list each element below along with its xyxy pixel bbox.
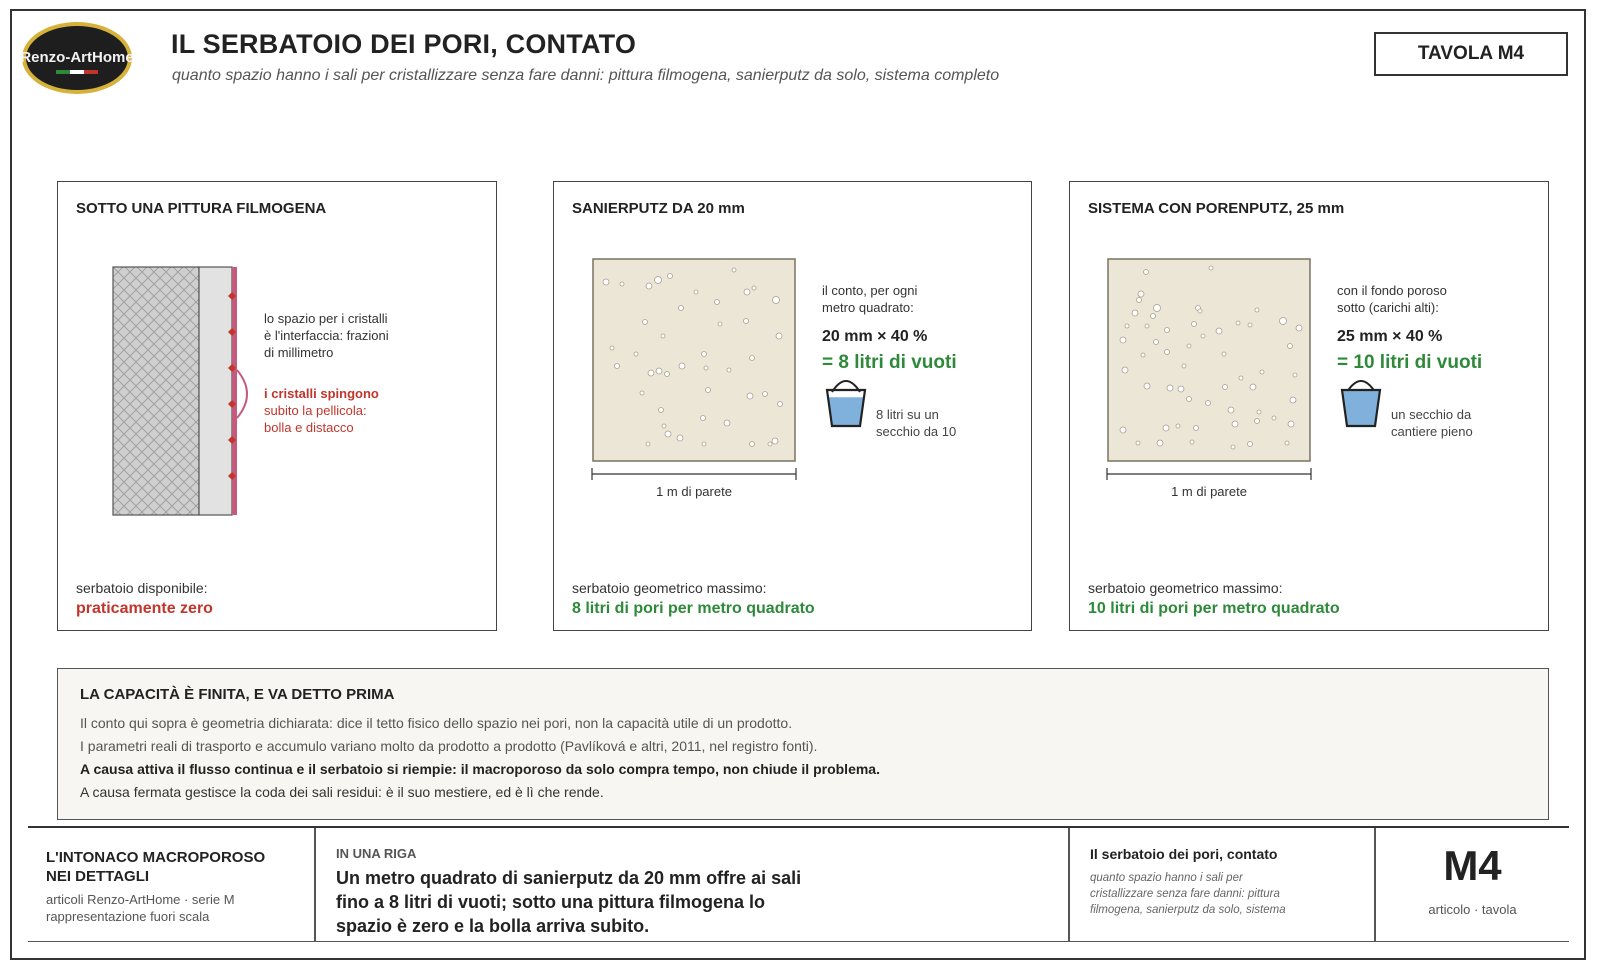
masonry-layer	[113, 267, 199, 515]
bucket-water-fill	[1342, 390, 1380, 426]
divider	[314, 828, 316, 942]
scale-label: 1 m di parete	[656, 484, 732, 499]
tavola-badge: TAVOLA M4	[1374, 32, 1568, 76]
page-title: IL SERBATOIO DEI PORI, CONTATO	[171, 29, 637, 59]
ref-subtitle: quanto spazio hanno i sali per cristallizzare senza fare danni: pittura filmogena, sanierputz da solo, sistema	[1090, 872, 1286, 916]
code-label: M4	[1443, 842, 1502, 889]
panel-title: SOTTO UNA PITTURA FILMOGENA	[76, 200, 327, 217]
calc-result: = 10 litri di vuoti	[1337, 352, 1483, 373]
interface-note: lo spazio per i cristalli è l'interfaccia: frazioni di millimetro	[264, 311, 389, 360]
reservoir-value: praticamente zero	[76, 600, 213, 617]
code-meta: articolo · tavola	[1428, 902, 1517, 917]
calc-intro: il conto, per ogni metro quadrato:	[822, 283, 918, 315]
scale-label: 1 m di parete	[1171, 484, 1247, 499]
reservoir-label: serbatoio geometrico massimo:	[1088, 580, 1283, 596]
calc-result: = 8 litri di vuoti	[822, 352, 957, 373]
crystal-warning: i cristalli spingono subito la pellicola: bolla e distacco	[264, 386, 379, 435]
note-line: I parametri reali di trasporto e accumulo variano molto da prodotto a prodotto (Pavlíková e altri, 2011, nel registro fonti).	[80, 738, 818, 754]
note-line: Il conto qui sopra è geometria dichiarata: dice il tetto fisico dello spazio nei pori, non la capacità utile di un prodotto.	[80, 715, 793, 731]
note-title: LA CAPACITÀ È FINITA, E VA DETTO PRIMA	[80, 686, 395, 703]
divider	[1068, 828, 1070, 942]
bucket-icon	[824, 376, 870, 430]
note-line-emphasis: A causa attiva il flusso continua e il serbatoio si riempie: il macroporoso da solo compra tempo, non chiude il problema.	[80, 761, 880, 777]
note-line: A causa fermata gestisce la coda dei sali residui: è il suo mestiere, ed è lì che rende.	[80, 784, 604, 800]
capacity-note	[57, 668, 1549, 820]
reservoir-label: serbatoio disponibile:	[76, 580, 208, 596]
reservoir-label: serbatoio geometrico massimo:	[572, 580, 767, 596]
ref-title: Il serbatoio dei pori, contato	[1090, 846, 1278, 862]
bucket-water-fill	[828, 397, 864, 426]
panel-filmogena	[57, 181, 497, 631]
reservoir-value: 10 litri di pori per metro quadrato	[1088, 600, 1340, 617]
panel-porenputz	[1069, 181, 1549, 631]
oneline-label: IN UNA RIGA	[336, 846, 417, 861]
footer-strip	[28, 826, 1569, 942]
bucket-icon	[1339, 376, 1385, 430]
series-meta: articoli Renzo-ArtHome · serie M rappresentazione fuori scala	[46, 892, 235, 924]
series-title: L'INTONACO MACROPOROSO NEI DETTAGLI	[46, 849, 266, 885]
panel-sanierputz	[553, 181, 1032, 631]
pore-sample-square	[1107, 258, 1311, 462]
oneline-summary: Un metro quadrato di sanierputz da 20 mm offre ai sali fino a 8 litri di vuoti; sotto una pittura filmogena lo spazio è zero e la bolla arriva subito.	[336, 868, 802, 936]
reservoir-value: 8 litri di pori per metro quadrato	[572, 600, 815, 617]
pore-sample-square	[592, 258, 796, 462]
scale-bar	[590, 467, 798, 481]
bucket-caption: un secchio da cantiere pieno	[1391, 407, 1473, 439]
scale-bar	[1105, 467, 1313, 481]
panel-title: SISTEMA CON PORENPUTZ, 25 mm	[1088, 200, 1345, 217]
plaster-layer	[199, 267, 232, 515]
page-subtitle: quanto spazio hanno i sali per cristallizzare senza fare danni: pittura filmogena, sanierputz da solo, sistema completo	[172, 67, 1000, 84]
wall-section-diagram	[112, 266, 252, 520]
panel-title: SANIERPUTZ DA 20 mm	[572, 200, 745, 217]
calc-formula: 20 mm × 40 %	[822, 328, 928, 345]
logo-text: Renzo-ArtHome	[20, 49, 134, 66]
bucket-caption: 8 litri su un secchio da 10	[876, 407, 957, 439]
calc-intro: con il fondo poroso sotto (carichi alti):	[1337, 283, 1447, 315]
calc-formula: 25 mm × 40 %	[1337, 328, 1443, 345]
bubble-icon	[237, 370, 247, 418]
logo	[20, 20, 134, 96]
